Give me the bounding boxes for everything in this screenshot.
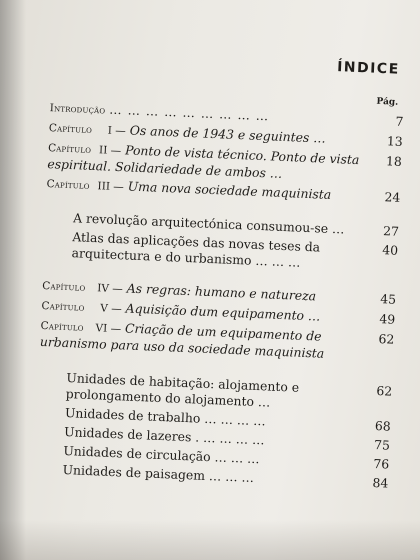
toc-label: Capítulo (47, 142, 92, 156)
toc-label: Capítulo (41, 299, 85, 314)
binding-shadow (0, 0, 26, 560)
page-bottom-shadow (0, 520, 420, 560)
toc-label: Capítulo (42, 279, 86, 294)
toc-page-number: 68 (374, 418, 392, 434)
toc-chapter-title: Ponto de vista técnico. Ponto de vista espiritual. Solidariedade de ambos … (47, 142, 360, 181)
toc-label: Capítulo (48, 122, 93, 136)
toc-page-number: 7 (395, 113, 404, 129)
toc-page-number: 40 (382, 242, 399, 258)
toc-page-number: 13 (386, 133, 403, 149)
page-title: ÍNDICE (336, 59, 401, 78)
toc-chapter-numeral: VI — (95, 322, 122, 336)
toc-section-title: Unidades de circulação … … … (63, 443, 260, 467)
toc-chapter-numeral: I — (107, 124, 126, 138)
table-of-contents (34, 47, 406, 494)
toc-page-number: 76 (373, 455, 390, 472)
toc-chapter-numeral: II — (98, 144, 122, 158)
toc-page-number: 75 (373, 437, 391, 453)
toc-page-number: 24 (384, 189, 401, 205)
page-column-header: Pág. (376, 96, 399, 108)
toc-section-title: Atlas das aplicações das novas teses da arquitectura e do urbanismo … … … (71, 229, 321, 270)
toc-label: Capítulo (46, 178, 90, 192)
toc-leader-dots: … … … … … … … … … (109, 101, 270, 124)
toc-page-number: 27 (382, 223, 400, 239)
toc-page-number: 62 (378, 331, 395, 347)
toc-page-number: 49 (379, 311, 396, 327)
toc-page-number: 84 (372, 474, 389, 491)
toc-page-number: 18 (385, 153, 403, 169)
toc-section-title: Unidades de trabalho … … … … (64, 405, 266, 429)
toc-chapter-title: Os anos de 1943 e seguintes … (129, 122, 326, 146)
toc-section-title: Unidades de habitação: alojamento e prolongamento do alojamento … (65, 370, 300, 410)
toc-page-number: 62 (376, 383, 393, 399)
toc-chapter-numeral: V — (100, 302, 122, 316)
toc-label: Capítulo (40, 319, 84, 334)
toc-page-number: 45 (379, 291, 397, 307)
toc-chapter-title: Aquisição dum equipamento … (125, 300, 321, 324)
toc-chapter-numeral: IV — (96, 282, 124, 296)
toc-chapter-title: Criação de um equipamento de urbanismo para uso da sociedade maquinista (39, 320, 325, 361)
toc-section-title: Unidades de lazeres . … … … … (63, 424, 265, 448)
toc-chapter-numeral: III — (97, 180, 125, 194)
toc-chapter-title: Uma nova sociedade maquinista (127, 178, 332, 202)
toc-section-title: A revolução arquitectónica consumou-se … (72, 210, 345, 237)
toc-section-title: Unidades de paisagem … … … (62, 461, 255, 485)
toc-chapter-title: As regras: humano e natureza (126, 280, 317, 304)
toc-label: Introdução (49, 102, 106, 117)
